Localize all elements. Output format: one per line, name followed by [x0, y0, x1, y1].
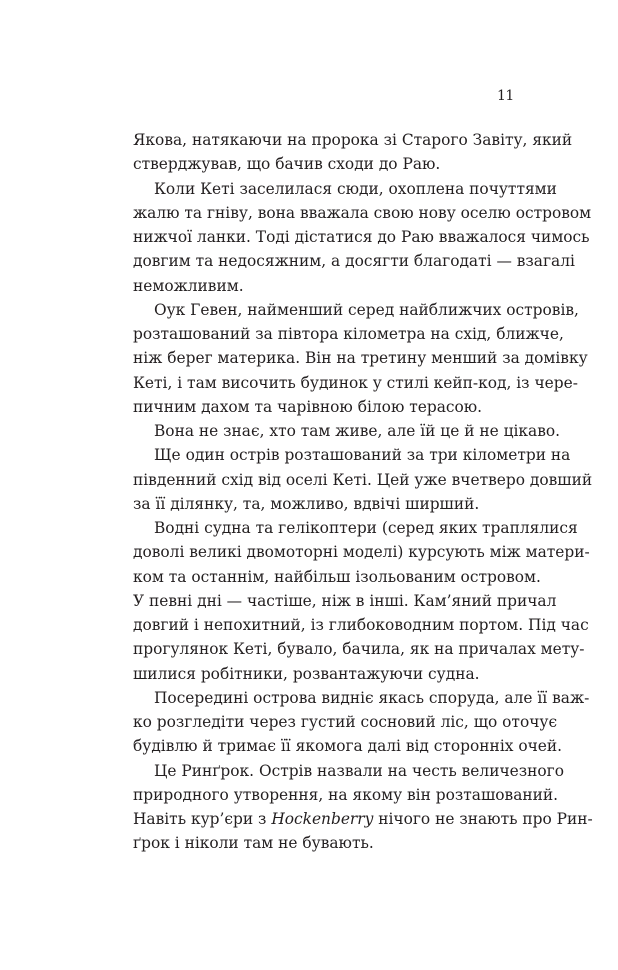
text-line: жалю та гніву, вона вважала свою нову оселю островом: [133, 203, 592, 222]
text-line: Якова, натякаючи на пророка зі Старого Завіту, який: [133, 131, 573, 149]
text-line: шилися робітники, розвантажуючи судна.: [133, 664, 480, 683]
text-line: Посередині острова видніє якась споруда, але її важ-: [154, 688, 590, 707]
text-line: доволі великі двомоторні моделі) курсують між матери-: [133, 543, 590, 562]
text-line: неможливим.: [133, 276, 244, 295]
paragraph: [133, 128, 573, 177]
page-number: 11: [497, 88, 514, 104]
paragraph: [133, 443, 593, 516]
text-line: Ще один острів розташований за три кілометри на: [154, 446, 571, 465]
text-line: будівлю й тримає її якомога далі від сторонніх очей.: [133, 737, 563, 756]
text-line: ніж берег материка. Він на третину менший за домівку: [133, 349, 588, 368]
paragraph: [133, 177, 592, 298]
text-line: Кеті, і там височить будинок у стилі кейп-код, із чере-: [133, 373, 578, 392]
text-line: [133, 807, 593, 831]
text-line: пичним дахом та чарівною білою терасою.: [133, 397, 483, 416]
text-line: Це Ринґрок. Острів назвали на честь величезного: [154, 761, 564, 780]
text-line: за її ділянку, та, можливо, вдвічі ширший.: [133, 494, 480, 513]
text-line: Водні судна та гелікоптери (серед яких траплялися: [154, 519, 578, 537]
text-line: Коли Кеті заселилася сюди, охоплена почуттями: [154, 179, 557, 198]
text-line: довгий і непохитний, із глибоководним портом. Під час: [133, 616, 589, 634]
text-line: розташований за півтора кілометра на схід, ближче,: [133, 325, 564, 343]
paragraph: [133, 516, 590, 686]
brand-name: Hockenberry: [271, 810, 374, 828]
text-line: південний схід від оселі Кеті. Цей уже вчетверо довший: [133, 470, 593, 489]
text-line: Оук Гевен, найменший серед найближчих островів,: [154, 300, 579, 319]
paragraph: [133, 686, 590, 759]
text-line: прогулянок Кеті, бувало, бачила, як на причалах мету-: [133, 640, 585, 659]
text-line: природного утворення, на якому він розташований.: [133, 785, 559, 804]
paragraph: [133, 419, 561, 443]
text-line: стверджував, що бачив сходи до Раю.: [133, 155, 441, 174]
text-line: У певні дні — частіше, ніж в інші. Кам’яний причал: [133, 591, 557, 610]
paragraph: [133, 298, 588, 419]
text-line: довгим та недосяжним, а досягти благодаті — взагалі: [133, 252, 575, 271]
text-line: ґрок і ніколи там не бувають.: [133, 834, 374, 853]
text-line: нижчої ланки. Тоді дістатися до Раю вважалося чимось: [133, 228, 590, 246]
text-block: [133, 128, 593, 856]
text-fragment: Навіть кур’єри з: [133, 810, 272, 828]
text-line: ком та останнім, найбільш ізольованим островом.: [133, 567, 541, 586]
paragraph: [133, 759, 593, 856]
text-line: Вона не знає, хто там живе, але їй це й не цікаво.: [154, 422, 561, 440]
text-fragment: нічого не знають про Рин-: [373, 810, 593, 828]
text-line: ко розгледіти через густий сосновий ліс, що оточує: [133, 713, 558, 731]
